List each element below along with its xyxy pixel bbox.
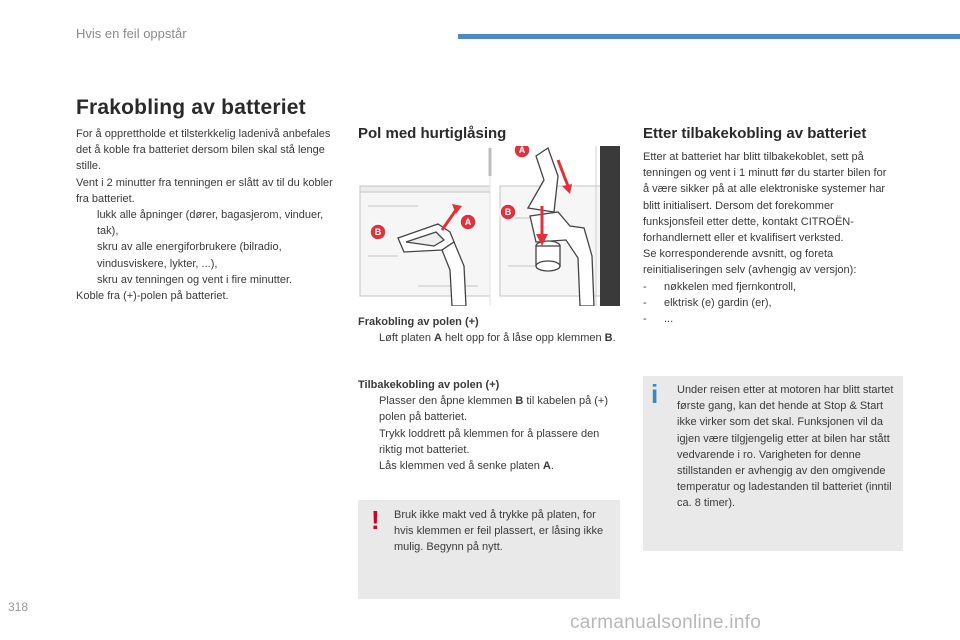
callout-label-b: B	[374, 227, 382, 237]
header-accent-bar	[458, 34, 960, 39]
reconnect-heading: Tilbakekobling av polen (+)	[358, 379, 500, 391]
callout-label-a: A	[464, 217, 472, 227]
after-reconnect-paragraph-1: Etter at batteriet har blitt tilbakekoblet, sett på tenningen og vent i 1 minutt før du starter bilen for å være sikker på at alle elektroniske systemer har blitt initialisert. Dersom det forekommer funksjonsfeil etter dette, kontakt CITROËN-forhandlernett eller et kvalifisert verksted.	[643, 151, 887, 245]
bullet-symbol-icon	[358, 330, 379, 346]
after-reconnect-paragraph-2: Se korresponderende avsnitt, og foreta reinitialiseringen selv (avhengig av versjon):	[643, 248, 857, 277]
bullet-symbol-icon	[76, 207, 97, 239]
info-text: Under reisen etter at motoren har blitt startet første gang, kan det hende at Stop & Start ikke virker som det skal. Funksjonen vil da igjen være tilgjengelig etter at bilen har stått vedvarende i ro. Varigheten for denne stillstanden er avhengig av den omgivende temperatur og ladestanden til batteriet (inntil ca. 8 timer).	[677, 384, 894, 510]
page-title: Frakobling av batteriet	[76, 96, 306, 119]
reconnect-step-1: Plasser den åpne klemmen B til kabelen på (+) polen på batteriet.	[358, 393, 620, 425]
section-header-title: Hvis en feil oppstår	[76, 26, 187, 41]
battery-clamp-illustration	[358, 146, 620, 306]
reinit-list-item-3: - ...	[643, 313, 674, 326]
intro-bullet-3: skru av tenningen og vent i fire minutter.	[76, 272, 338, 288]
callout-label-b: B	[504, 207, 512, 217]
intro-column	[76, 126, 338, 304]
reinit-list-item-1: - nøkkelen med fjernkontroll,	[643, 280, 797, 293]
warning-icon: !	[371, 505, 380, 535]
disconnect-step: Løft platen A helt opp for å låse opp klemmen B.	[358, 330, 620, 346]
page-number: 318	[8, 600, 29, 614]
intro-paragraph-1: For å opprettholde et tilsterkkelig ladenivå anbefales det å koble fra batteriet dersom bilen skal stå lenge stille.	[76, 128, 331, 173]
intro-paragraph-2: Vent i 2 minutter fra tenningen er slått av til du kobler fra batteriet.	[76, 176, 333, 205]
bullet-symbol-icon	[358, 393, 379, 425]
intro-closing: Koble fra (+)-polen på batteriet.	[76, 290, 229, 303]
reconnect-section	[358, 377, 620, 474]
disconnect-section	[358, 314, 620, 346]
quick-lock-heading: Pol med hurtiglåsing	[358, 125, 507, 142]
after-reconnect-column	[643, 149, 895, 327]
disconnect-heading: Frakobling av polen (+)	[358, 316, 479, 328]
warning-text: Bruk ikke makt ved å trykke på platen, for hvis klemmen er feil plassert, er låsing ikke mulig. Begynn på nytt.	[394, 509, 604, 554]
intro-bullet-1: lukk alle åpninger (dører, bagasjerom, vinduer, tak),	[76, 207, 338, 239]
after-reconnect-heading: Etter tilbakekobling av batteriet	[643, 125, 867, 142]
reconnect-step-2: Trykk loddrett på klemmen for å plassere den riktig mot batteriet.	[358, 426, 620, 458]
bullet-symbol-icon	[76, 239, 97, 271]
info-icon: i	[651, 379, 659, 409]
reconnect-step-3: Lås klemmen ved å senke platen A.	[358, 458, 620, 474]
watermark: carmanualsonline.info	[570, 612, 762, 633]
intro-bullet-2: skru av alle energiforbrukere (bilradio, vindusviskere, lykter, ...),	[76, 239, 338, 271]
bullet-symbol-icon	[76, 272, 97, 288]
bullet-symbol-icon	[358, 458, 379, 474]
reinit-list-item-2: - elktrisk (e) gardin (er),	[643, 296, 772, 309]
callout-label-a: A	[518, 146, 526, 155]
bullet-symbol-icon	[358, 426, 379, 458]
